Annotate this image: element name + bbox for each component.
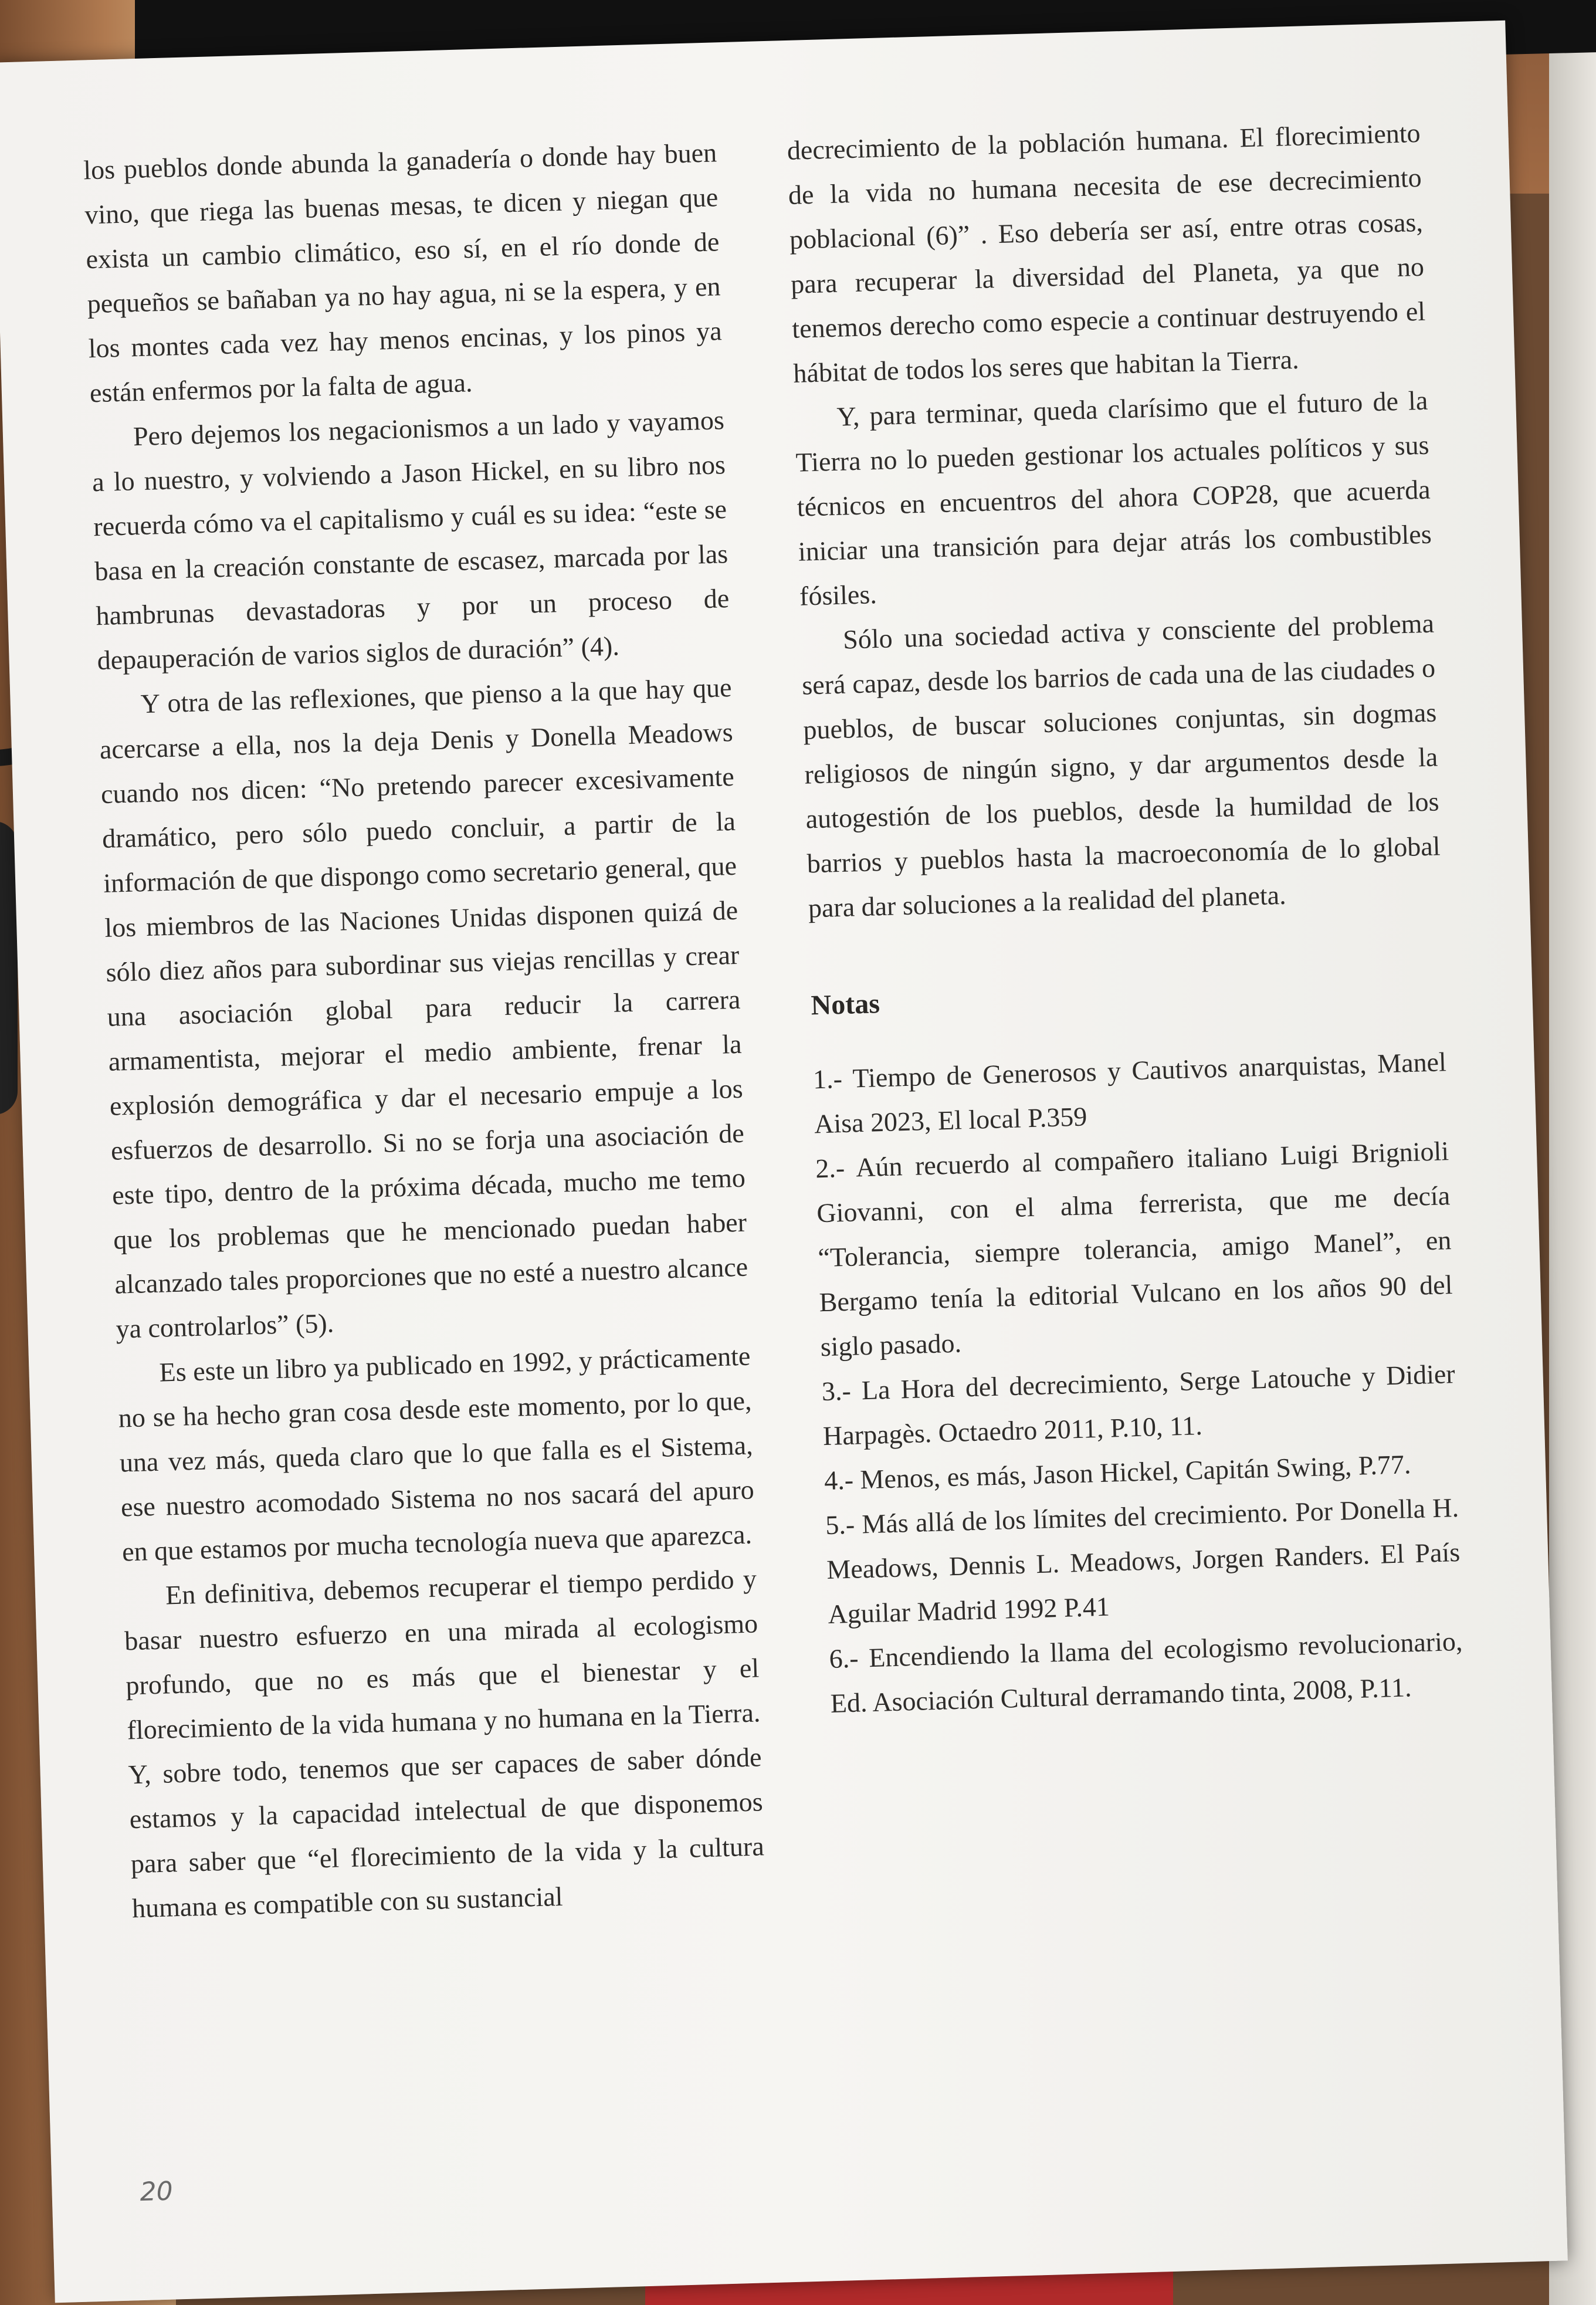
page-content (83, 110, 1507, 2236)
right-column (787, 111, 1465, 1726)
paragraph: decrecimiento de la población humana. El florecimiento de la vida no humana necesita de ese decrecimiento poblacional (6)” . Eso debería ser así, entre otras cosas, para recuperar la diversidad del Planeta, ya que no tenemos derecho como especie a continuar destruyendo el hábitat de todos los seres que habitan la Tierra. (787, 117, 1426, 388)
paragraph: Y, para terminar, queda clarísimo que el futuro de la Tierra no lo pueden gestionar los actuales políticos y sus técnicos en encuentros del ahora COP28, que acuerda iniciar una transición para dejar atrás los combustibles fósiles. (795, 385, 1432, 611)
paragraph: En definitiva, debemos recuperar el tiempo perdido y basar nuestro esfuerzo en una mirada al ecologismo profundo, que no es más que el bienestar y el florecimiento de la vida humana y no humana en la Tierra. Y, sobre todo, tenemos que ser capaces de saber dónde estamos y la capacidad intelectual de que disponemos para saber que “el florecimiento de la vida y la cultura humana es compatible con su sustancial (124, 1563, 765, 1924)
paragraph: Pero dejemos los negacionismos a un lado y vayamos a lo nuestro, y volviendo a Jason Hickel, en su libro nos recuerda cómo va el capitalismo y cuál es su idea: “este se basa en la creación constante de escasez, marcada por las hambrunas devastadoras y por un proceso de depauperación de varios siglos de duración” (4). (92, 405, 730, 676)
note-item: 6.- Encendiendo la llama del ecologismo revolucionario, Ed. Asociación Cultural derramando tinta, 2008, P.11. (828, 1626, 1463, 1718)
book-page (0, 21, 1568, 2303)
note-item: 2.- Aún recuerdo al compañero italiano Luigi Brignioli Giovanni, con el alma ferrerista, que me decía “Tolerancia, siempre tolerancia, amigo Manel”, en Bergamo tenía la editorial Vulcano en los años 90 del siglo pasado. (815, 1136, 1453, 1362)
paragraph: los pueblos donde abunda la ganadería o donde hay buen vino, que riega las buenas mesas, te dicen y niegan que exista un cambio climático, eso sí, en el río donde de pequeños se bañaban ya no hay agua, ni se la espera, y en los montes cada vez hay menos encinas, y los pinos ya están enfermos por la falta de agua. (83, 137, 723, 408)
note-item: 3.- La Hora del decrecimiento, Serge Latouche y Didier Harpagès. Octaedro 2011, P.10, 11. (821, 1359, 1456, 1451)
note-item: 4.- Menos, es más, Jason Hickel, Capitán Swing, P.77. (824, 1449, 1411, 1496)
paragraph: Es este un libro ya publicado en 1992, y prácticamente no se ha hecho gran cosa desde este momento, por lo que, una vez más, queda claro que lo que falla es el Sistema, ese nuestro acomodado Sistema no nos sacará del apuro en que estamos por mucha tecnología nueva que aparezca. (118, 1341, 755, 1567)
notes-heading: Notas (810, 988, 880, 1021)
note-item: 5.- Más allá de los límites del crecimiento. Por Donella H. Meadows, Dennis L. Meadows, Jorgen Randers. El País Aguilar Madrid 1992 P.41 (825, 1492, 1461, 1630)
page-number: 20 (139, 2176, 174, 2208)
paragraph: Sólo una sociedad activa y consciente del problema será capaz, desde los barrios de cada una de las ciudades o pueblos, de buscar soluciones conjuntas, sin dogmas religiosos de ningún signo, y dar argumentos desde la autogestión de los pueblos, desde la humildad de los barrios y pueblos hasta la macroeconomía de lo global para dar soluciones a la realidad del planeta. (801, 608, 1441, 923)
paragraph: Y otra de las reflexiones, que pienso a la que hay que acercarse a ella, nos la deja Denis y Donella Meadows cuando nos dicen: “No pretendo parecer excesivamente dramático, pero sólo puedo concluir, a partir de la información de que dispongo como secretario general, que los miembros de las Naciones Unidas disponen quizá de sólo diez años para subordinar sus viejas rencillas y crear una asociación global para reducir la carrera armamentista, mejorar el medio ambiente, frenar la explosión demográfica y dar el necesario empuje a los esfuerzos de desarrollo. Si no se forja una asociación de este tipo, dentro de la próxima década, mucho me temo que los problemas que he mencionado puedan haber alcanzado tales proporciones que no esté a nuestro alcance ya controlarlos” (5). (99, 672, 748, 1344)
note-item: 1.- Tiempo de Generosos y Cautivos anarquistas, Manel Aisa 2023, El local P.359 (812, 1047, 1447, 1139)
left-column (83, 130, 765, 1931)
